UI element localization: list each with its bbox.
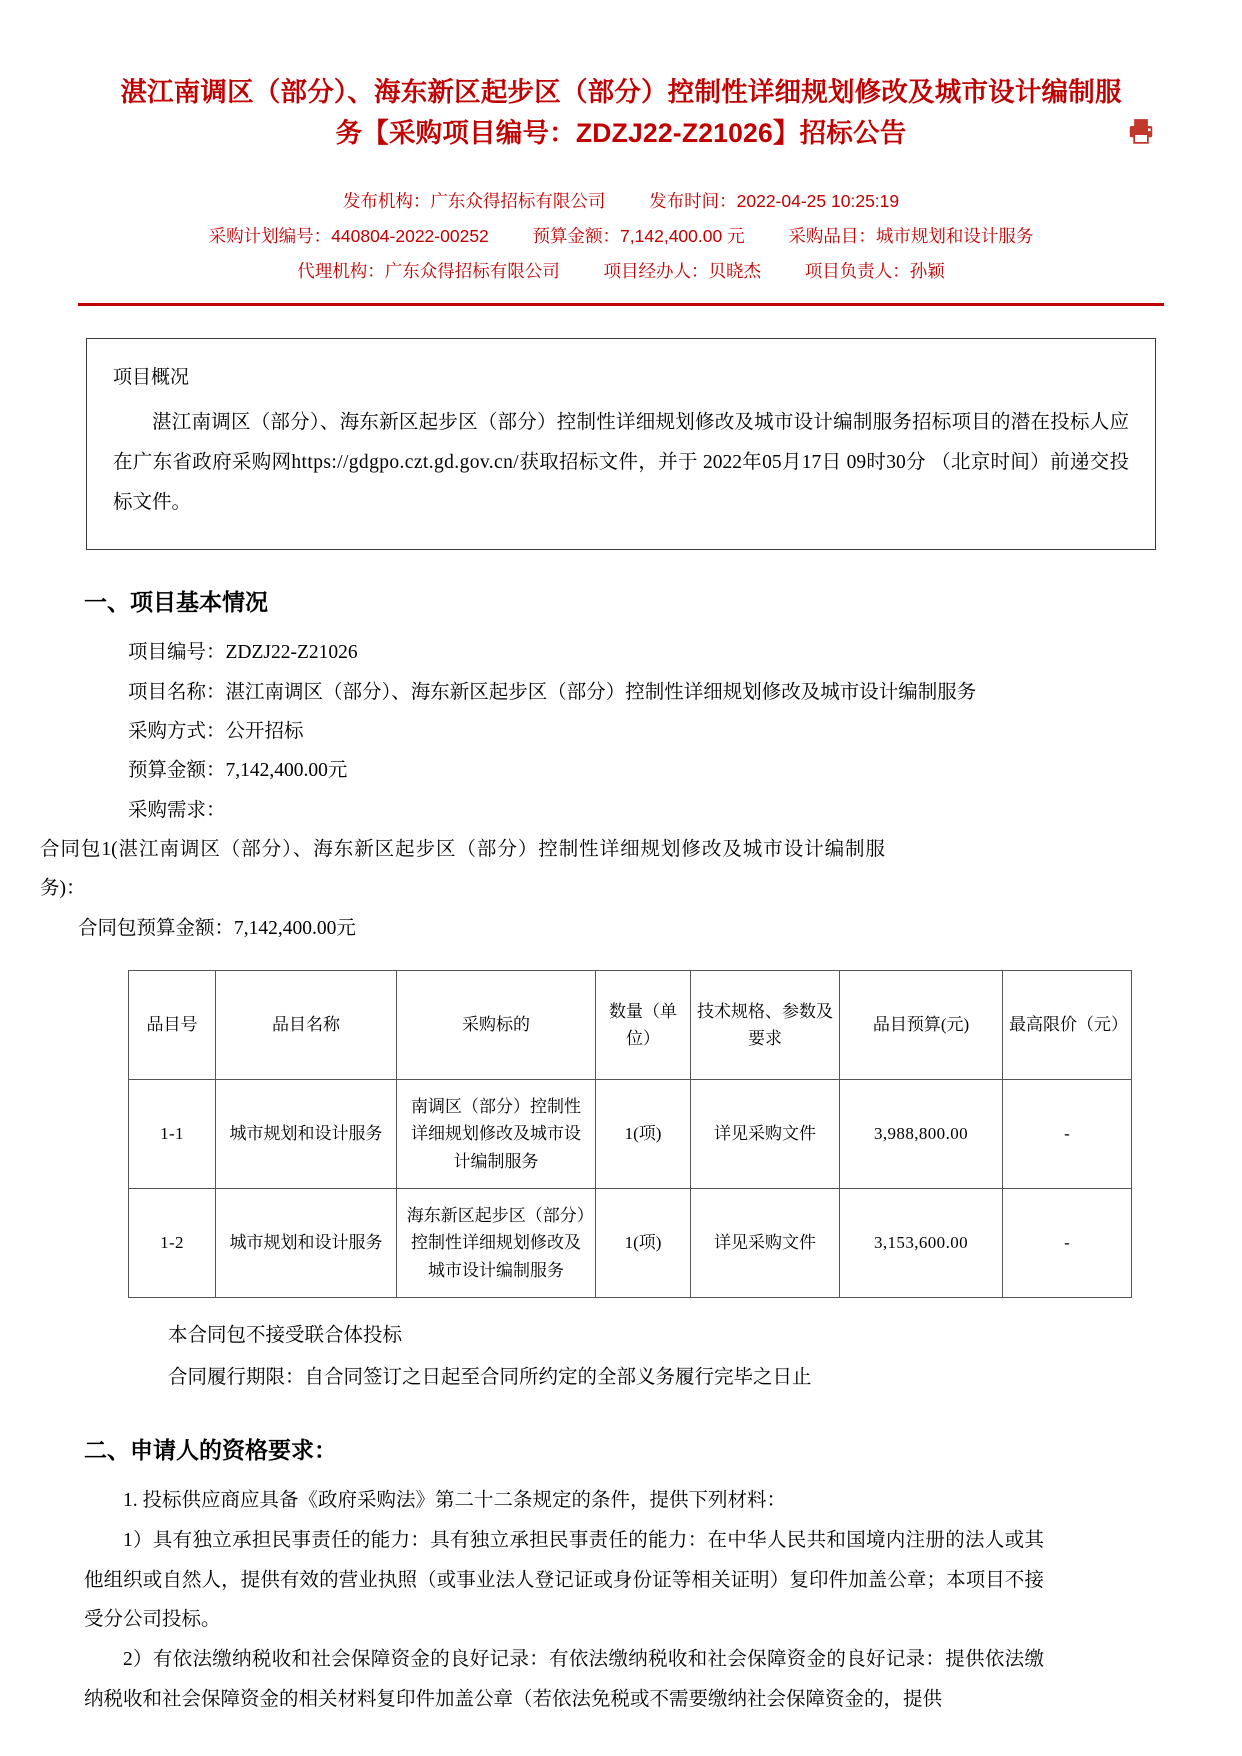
procurement-items-table <box>128 970 1132 1298</box>
project-name-value: 湛江南调区（部分）、海东新区起步区（部分）控制性详细规划修改及城市设计编制服务 <box>225 681 977 703</box>
section-1-fields <box>128 633 1242 830</box>
field-method <box>128 712 1242 751</box>
field-project-name <box>128 673 1242 712</box>
project-overview-box <box>86 338 1156 550</box>
header-quantity: 数量（单位） <box>596 971 691 1080</box>
header-item-budget: 品目预算(元) <box>840 971 1003 1080</box>
qualification-item-1: 1. 投标供应商应具备《政府采购法》第二十二条规定的条件，提供下列材料： <box>123 1490 787 1512</box>
publish-time-value: 2022-04-25 10:25:19 <box>736 191 900 212</box>
budget-label: 预算金额： <box>128 760 226 782</box>
publisher-value: 广东众得招标有限公司 <box>430 191 606 212</box>
table-row <box>129 1189 1132 1298</box>
cell-spec: 详见采购文件 <box>691 1080 840 1189</box>
owner-label: 项目负责人： <box>804 261 910 282</box>
duration-label: 合同履行期限： <box>168 1367 305 1389</box>
qualification-item-1-1: 1）具有独立承担民事责任的能力：具有独立承担民事责任的能力：在中华人民共和国境内注册的法人或其他组织或自然人，提供有效的营业执照（或事业法人登记证或身份证等相关证明）复印件加盖公章；本项目不接受分公司投标。 <box>84 1529 1044 1631</box>
field-project-no <box>128 633 1242 672</box>
meta-line-2 <box>78 219 1164 254</box>
project-no-label: 项目编号： <box>128 642 226 664</box>
cell-item-no: 1-1 <box>129 1080 216 1189</box>
cell-item-object: 南调区（部分）控制性详细规划修改及城市设计编制服务 <box>397 1080 596 1189</box>
header-item-name: 品目名称 <box>216 971 397 1080</box>
project-name-label: 项目名称： <box>128 681 226 703</box>
meta-line-1 <box>78 184 1164 219</box>
cell-item-object: 海东新区起步区（部分）控制性详细规划修改及城市设计编制服务 <box>397 1189 596 1298</box>
header-item-no: 品目号 <box>129 971 216 1080</box>
project-no-value: ZDZJ22-Z21026 <box>225 642 358 664</box>
agency-value: 广东众得招标有限公司 <box>384 261 560 282</box>
cell-spec: 详见采购文件 <box>691 1189 840 1298</box>
budget-value: 7,142,400.00 元 <box>620 226 745 247</box>
category-label: 采购品目： <box>788 226 876 247</box>
meta-line-3 <box>78 254 1164 289</box>
field-demand: 采购需求： <box>128 799 226 821</box>
overview-label: 项目概况 <box>113 367 190 389</box>
cell-item-no: 1-2 <box>129 1189 216 1298</box>
cell-price-cap: - <box>1003 1189 1132 1298</box>
cell-quantity: 1(项) <box>596 1189 691 1298</box>
owner-value: 孙颖 <box>909 261 945 282</box>
package-budget-label: 合同包预算金额： <box>78 917 235 939</box>
header-divider <box>78 303 1164 306</box>
method-label: 采购方式： <box>128 720 226 742</box>
no-consortium-note: 本合同包不接受联合体投标 <box>168 1325 403 1347</box>
section-2-heading: 二、申请人的资格要求： <box>84 1437 337 1464</box>
category-value: 城市规划和设计服务 <box>875 226 1034 247</box>
plan-no-value: 440804-2022-00252 <box>331 226 489 247</box>
cell-item-name: 城市规划和设计服务 <box>216 1080 397 1189</box>
qualification-item-1-2: 2）有依法缴纳税收和社会保障资金的良好记录：有依法缴纳税收和社会保障资金的良好记录：提供依法缴纳税收和社会保障资金的相关材料复印件加盖公章（若依法免税或不需要缴纳社会保障资金的，提供 <box>84 1649 1044 1710</box>
package-budget-value: 7,142,400.00元 <box>234 917 356 939</box>
header-item-object: 采购标的 <box>397 971 596 1080</box>
agency-label: 代理机构： <box>297 261 385 282</box>
cell-item-budget: 3,153,600.00 <box>840 1189 1003 1298</box>
contract-package-line: 合同包1(湛江南调区（部分）、海东新区起步区（部分）控制性详细规划修改及城市设计编制服务)： <box>40 839 885 900</box>
contract-duration-note <box>168 1358 1242 1398</box>
handler-value: 贝晓杰 <box>708 261 761 282</box>
package-budget-line <box>78 909 1242 948</box>
budget-value: 7,142,400.00元 <box>225 760 348 782</box>
document-header <box>0 0 1242 289</box>
cell-item-name: 城市规划和设计服务 <box>216 1189 397 1298</box>
plan-no-label: 采购计划编号： <box>208 226 332 247</box>
header-spec: 技术规格、参数及要求 <box>691 971 840 1080</box>
overview-text <box>113 403 1129 523</box>
handler-label: 项目经办人： <box>603 261 709 282</box>
cell-item-budget: 3,988,800.00 <box>840 1080 1003 1189</box>
table-header-row <box>129 971 1132 1080</box>
method-value: 公开招标 <box>225 720 304 742</box>
publish-time-label: 发布时间： <box>649 191 737 212</box>
procurement-site-url: https://gdgpo.czt.gd.gov.cn/ <box>291 452 520 474</box>
duration-value: 自合同签订之日起至合同所约定的全部义务履行完毕之日止 <box>304 1367 812 1389</box>
printer-icon[interactable] <box>1126 116 1156 146</box>
overview-text-part2: 获取招标文件，并于 2022年05月17日 09时30分 （北京时间）前递交投标文件。 <box>113 452 1129 514</box>
cell-quantity: 1(项) <box>596 1080 691 1189</box>
section-1-heading: 一、项目基本情况 <box>84 589 268 616</box>
overview-text-part1: 湛江南调区（部分）、海东新区起步区（部分）控制性详细规划修改及城市设计编制服务招标项目的潜在投标人应在广东省政府采购网 <box>113 412 1129 474</box>
publisher-label: 发布机构： <box>342 191 431 212</box>
page-title: 湛江南调区（部分）、海东新区起步区（部分）控制性详细规划修改及城市设计编制服务【采购项目编号：ZDZJ22-Z21026】招标公告 <box>120 77 1122 149</box>
header-price-cap: 最高限价（元） <box>1003 971 1132 1080</box>
field-budget <box>128 751 1242 790</box>
meta-block <box>78 184 1164 289</box>
budget-label: 预算金额： <box>532 226 621 247</box>
table-row <box>129 1080 1132 1189</box>
cell-price-cap: - <box>1003 1080 1132 1189</box>
